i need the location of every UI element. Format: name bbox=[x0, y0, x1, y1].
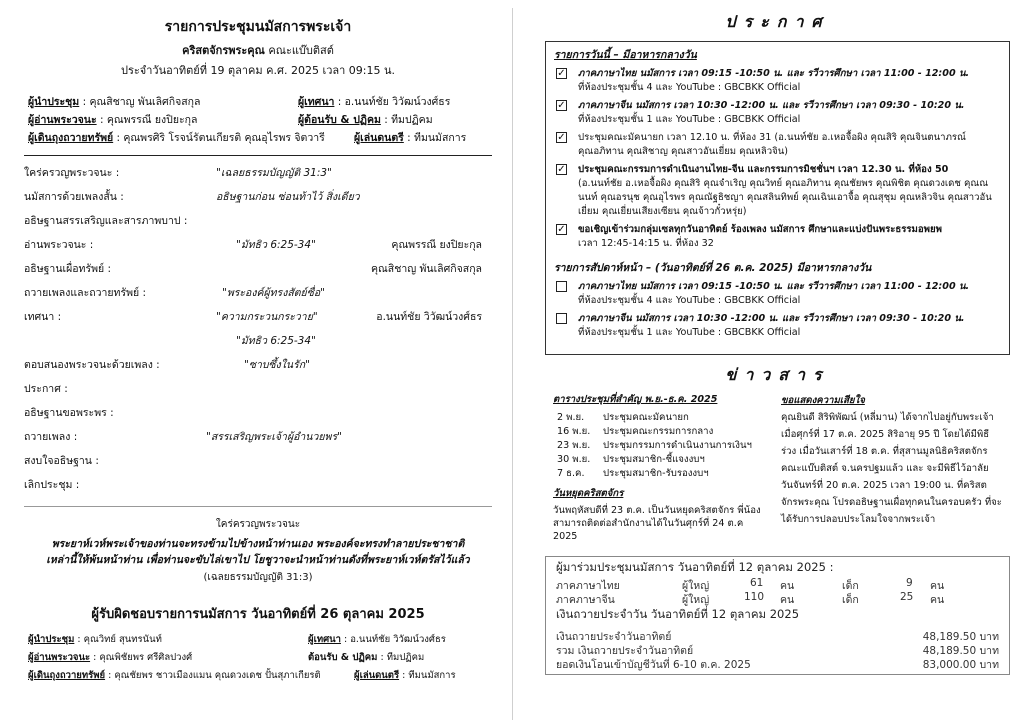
service-date: ประจำวันอาทิตย์ที่ 19 ตุลาคม ค.ศ. 2025 เวลา 09:15 น. bbox=[120, 64, 396, 77]
offering-row: ยอดเงินโอนเข้าบัญชีวันที่ 6-10 ต.ค. 2025 83,000.00 บาท bbox=[556, 659, 999, 671]
attendance-row: ภาคภาษาจีน ผู้ใหญ่ 110 คน เด็ก 25 คน bbox=[556, 591, 945, 606]
schedule-row: 7 ธ.ค. ประชุมสมาชิก-รับรองงบฯ bbox=[557, 468, 709, 479]
church-name-main: คริสตจักรพระคุณ bbox=[182, 44, 265, 57]
order-item: อธิษฐานสรรเสริญและสารภาพบาป : bbox=[24, 215, 188, 227]
announcement-item: ภาคภาษาไทย นมัสการ เวลา 09:15 -10:50 น. และ รวีวารศึกษา เวลา 11:00 - 12:00 น. ที่ห้องประชุมชั้น 4 และ YouTube : GBCBKK Official bbox=[554, 280, 1001, 308]
holiday-text: วันพฤหัสบดีที่ 23 ต.ค. เป็นวันหยุดคริสตจักร พี่น้องสามารถติดต่อสำนักงานได้ในวันศุกร์ที่ 24 ต.ค 2025 bbox=[553, 505, 761, 542]
announcements-box bbox=[545, 41, 1010, 355]
roles-next-week bbox=[24, 630, 492, 690]
schedule-row: 23 พ.ย. ประชุมกรรมการดำเนินงานการเงินฯ bbox=[557, 440, 752, 451]
announcement-item: ภาคภาษาจีน นมัสการ เวลา 10:30 -12:00 น. และ รวีวารศึกษา เวลา 09:30 - 10:20 น. ที่ห้องประชุมชั้น 1 และ YouTube : GBCBKK Official bbox=[554, 312, 1001, 340]
verse-line-2: เหล่านี้ให้พ้นหน้าท่าน เพื่อท่านจะขับไล่เขาไป โยชูวาจะนำหน้าท่านดังที่พระยาห์เวห์ตรัสไว้แล้ว bbox=[46, 554, 470, 566]
schedule-heading: ตารางประชุมที่สำคัญ พ.ย.-ธ.ค. 2025 bbox=[553, 394, 718, 405]
role-preacher: ผู้เทศนา : อ.นนท์ชัย วิวัฒน์วงศ์ธร bbox=[308, 634, 446, 645]
schedule-row: 30 พ.ย. ประชุมสมาชิก-ชี้แจงงบฯ bbox=[557, 454, 705, 465]
role-reader: ผู้อ่านพระวจนะ : คุณพิชัยพร ศรีศิลปวงศ์ bbox=[28, 652, 193, 663]
checkbox-checked-icon: ✓ bbox=[557, 68, 566, 79]
announcement-item: ✓ ภาคภาษาไทย นมัสการ เวลา 09:15 -10:50 น. และ รวีวารศึกษา เวลา 11:00 - 12:00 น. ที่ห้องประชุมชั้น 4 และ YouTube : GBCBKK Official bbox=[557, 68, 970, 93]
condolence-heading: ขอแสดงความเสียใจ bbox=[781, 395, 865, 406]
today-heading: รายการวันนี้ – มีอาหารกลางวัน bbox=[554, 49, 697, 61]
news-right-column bbox=[781, 392, 1003, 528]
role-greeter: ต้อนรับ & ปฏิคม : ทีมปฏิคม bbox=[308, 652, 425, 663]
announcement-item: ✓ ภาคภาษาจีน นมัสการ เวลา 10:30 -12:00 น. และ รวีวารศึกษา เวลา 09:30 - 10:20 น. ที่ห้องประชุมชั้น 1 และ YouTube : GBCBKK Official bbox=[557, 100, 965, 125]
order-item: อธิษฐานขอพระพร : bbox=[24, 407, 114, 419]
order-item: นมัสการด้วยเพลงสั้น : อธิษฐานก่อน ซ่อนท้าไว้ สิ่งเดียว bbox=[24, 191, 360, 203]
checkbox-empty-icon bbox=[556, 313, 567, 324]
announcement-item: ✓ ประชุมคณะกรรมการดำเนินงานไทย-จีน และกรรมการมิชชั่นฯ เวลา 12.30 น. ที่ห้อง 50 (อ.นนท์ชัย อ.เหอจื้อผิง คุณสิริ คุณจำเริญ คุณวิทย์ คุณอภิทาน คุณชัยพร คุณพิชิต คุณดวงเดช คุณณนนท์ คุณอรนุช คุณอุไรพร คุณณัฐธิชญา คุณสลินทิพย์ คุณเฉินเอาจื้อ คุณสุชุม คุณหลิวจิน คุณสาวอันเยี่ยม คุณเยี่ยนเสียงเซียน คุณจ้าวกั๋วหรุ่ย) bbox=[557, 164, 992, 217]
news-heading: ข่าวสาร bbox=[725, 365, 830, 384]
announcement-item: ✓ ขอเชิญเข้าร่วมกลุ่มเซลทุกวันอาทิตย์ ร้องเพลง นมัสการ ศึกษาและแบ่งปันพระธรรมอพยพ เวลา 12:45-14:15 น. ที่ห้อง 32 bbox=[557, 224, 942, 249]
checkbox-checked-icon: ✓ bbox=[557, 132, 566, 143]
announcements-panel bbox=[545, 10, 1010, 720]
order-item: ถวายเพลงและถวายทรัพย์ : "พระองค์ผู้ทรงสัตย์ซื่อ" bbox=[24, 287, 325, 299]
worship-order-panel bbox=[24, 10, 492, 720]
offering-row: รวม เงินถวายประจำวันอาทิตย์ 48,189.50 บาท bbox=[556, 645, 999, 657]
checkbox-checked-icon: ✓ bbox=[557, 224, 566, 235]
checkbox-checked-icon: ✓ bbox=[557, 100, 566, 111]
order-item: เลิกประชุม : bbox=[24, 479, 80, 491]
offering-heading: เงินถวายประจำวัน วันอาทิตย์ที่ 12 ตุลาคม 2025 bbox=[556, 607, 800, 621]
news-left-column bbox=[553, 392, 763, 543]
verse-line-1: พระยาห์เวห์พระเจ้าของท่านจะทรงข้ามไปข้างหน้าท่านเอง พระองค์จะทรงทำลายประชาชาติ bbox=[51, 538, 465, 550]
role-greeter: ผู้ต้อนรับ & ปฏิคม : ทีมปฏิคม bbox=[298, 114, 433, 126]
next-week-heading: รายการสัปดาห์หน้า – (วันอาทิตย์ที่ 26 ต.ค. 2025) มีอาหารกลางวัน bbox=[554, 262, 872, 274]
church-name bbox=[24, 41, 492, 59]
order-item: ถวายเพลง : "สรรเสริญพระเจ้าผู้อำนวยพร" bbox=[24, 431, 342, 443]
divider-line bbox=[24, 506, 492, 507]
attendance-row: ภาคภาษาไทย ผู้ใหญ่ 61 คน เด็ก 9 คน bbox=[556, 577, 945, 592]
order-item: เทศนา : "ความกระวนกระวาย" อ.นนท์ชัย วิวัฒน์วงศ์ธร bbox=[24, 311, 482, 323]
order-of-service: ใคร่ครวญพระวจนะ : "เฉลยธรรมบัญญัติ 31:3" นมัสการด้วยเพลงสั้น : อธิษฐานก่อน ซ่อนท้าไว้ สิ่งเดียว อธิษฐานสรรเสริญและสารภาพบาป : อ่านพระวจนะ : "มัทธิว 6:25-34" คุณพรรณี ยงปิยะกุล อธิษฐานเผื่อทรัพย์ : คุณสิชาญ พันเลิศกิจสกุล ถวายเพลงและถวายทรัพย์ : "พระองค์ผู้ทรงสัตย์ซื่อ" เทศนา : "ความกระวนกระวาย" อ.นนท์ชัย วิวัฒน์วงศ์ธร "มัทธิว 6:25-34" ตอบสนองพระวจนะด้วยเพลง : "ซาบซึ้งในรัก" ประกาศ : อธิษฐานขอพระพร : ถวายเพลง : "สรรเสริญพระเจ้าผู้อำนวยพร" สงบใจอธิษฐาน : เลิกประชุม : bbox=[24, 156, 492, 506]
role-reader: ผู้อ่านพระวจนะ : คุณพรรณี ยงปิยะกุล bbox=[28, 114, 198, 126]
announcements-heading: ประกาศ bbox=[725, 12, 830, 31]
order-item: อธิษฐานเผื่อทรัพย์ : คุณสิชาญ พันเลิศกิจสกุล bbox=[24, 263, 482, 275]
checkbox-empty-icon bbox=[556, 281, 567, 292]
schedule-list bbox=[553, 410, 763, 480]
role-leader: ผู้นำประชุม : คุณวิทย์ สุนทรนันท์ bbox=[28, 634, 162, 645]
order-item: ใคร่ครวญพระวจนะ : "เฉลยธรรมบัญญัติ 31:3" bbox=[24, 167, 332, 179]
order-item: อ่านพระวจนะ : "มัทธิว 6:25-34" คุณพรรณี ยงปิยะกุล bbox=[24, 239, 482, 251]
verse-heading: ใคร่ครวญพระวจนะ bbox=[215, 519, 301, 530]
role-music: ผู้เล่นดนตรี : ทีมนมัสการ bbox=[354, 132, 467, 144]
page-divider bbox=[512, 8, 513, 720]
church-name-suffix: คณะแบ๊บติสต์ bbox=[268, 44, 334, 57]
checkbox-checked-icon: ✓ bbox=[557, 164, 566, 175]
role-offering: ผู้เดินถุงถวายทรัพย์ : คุณชัยพร ชาวเมืองแมน คุณดวงเดช ปั้นสุภาเกียรติ bbox=[28, 670, 321, 681]
attendance-box bbox=[545, 556, 1010, 675]
next-week-title: ผู้รับผิดชอบรายการนมัสการ วันอาทิตย์ที่ 26 ตุลาคม 2025 bbox=[91, 607, 425, 622]
announcement-item: ✓ ประชุมคณะมัคนายก เวลา 12.10 น. ที่ห้อง 31 (อ.นนท์ชัย อ.เหอจื้อผิง คุณสิริ คุณจินตนาภรณ์ คุณอภิทาน คุณสิชาญ คุณสาวอันเยี่ยม คุณหลิวจิน) bbox=[557, 132, 966, 157]
order-item: ตอบสนองพระวจนะด้วยเพลง : "ซาบซึ้งในรัก" bbox=[24, 359, 310, 371]
schedule-row: 16 พ.ย. ประชุมคณะกรรมการกลาง bbox=[557, 426, 714, 437]
roles-today bbox=[24, 89, 492, 147]
condolence-text: คุณยินดี สิริพิพัฒน์ (หลี่มาน) ได้จากไปอยู่กับพระเจ้า เมื่อศุกร์ที่ 17 ต.ค. 2025 สิริอายุ 95 ปี โดยได้มีพิธีร่วง เมื่อวันเสาร์ที่ 18 ต.ค. ที่สุสานมูลนิธิคริสตจักรคณะแบ๊บติสต์ จ.นครปฐมแล้ว และ จะมีพิธีไว้อาลัย วันจันทร์ที่ 20 ต.ค. 2025 เวลา 19:00 น. ที่คริสตจักรพระคุณ โปรดอธิษฐานเผื่อทุกคนในครอบครัว ที่จะได้รับการปลอบประโลมใจจากพระเจ้า bbox=[781, 412, 1002, 525]
role-offering: ผู้เดินถุงถวายทรัพย์ : คุณพรศิริ โรจน์รัตนเกียรติ คุณอุไรพร จิตวารี bbox=[28, 132, 325, 144]
attendance-heading: ผู้มาร่วมประชุมนมัสการ วันอาทิตย์ที่ 12 ตุลาคม 2025 : bbox=[556, 560, 834, 574]
news-section bbox=[545, 392, 1010, 552]
program-title: รายการประชุมนมัสการพระเจ้า bbox=[164, 19, 352, 35]
verse-reference: (เฉลยธรรมบัญญัติ 31:3) bbox=[203, 572, 313, 583]
schedule-row: 2 พ.ย. ประชุมคณะมัคนายก bbox=[557, 412, 689, 423]
role-preacher: ผู้เทศนา : อ.นนท์ชัย วิวัฒน์วงศ์ธร bbox=[298, 96, 451, 108]
holiday-heading: วันหยุดคริสตจักร bbox=[553, 488, 624, 499]
offering-row: เงินถวายประจำวันอาทิตย์ 48,189.50 บาท bbox=[556, 631, 999, 643]
role-leader: ผู้นำประชุม : คุณสิชาญ พันเลิศกิจสกุล bbox=[28, 96, 201, 108]
order-item: สงบใจอธิษฐาน : bbox=[24, 455, 99, 467]
order-item: ประกาศ : bbox=[24, 383, 68, 395]
role-music: ผู้เล่นดนตรี : ทีมนมัสการ bbox=[354, 670, 456, 681]
